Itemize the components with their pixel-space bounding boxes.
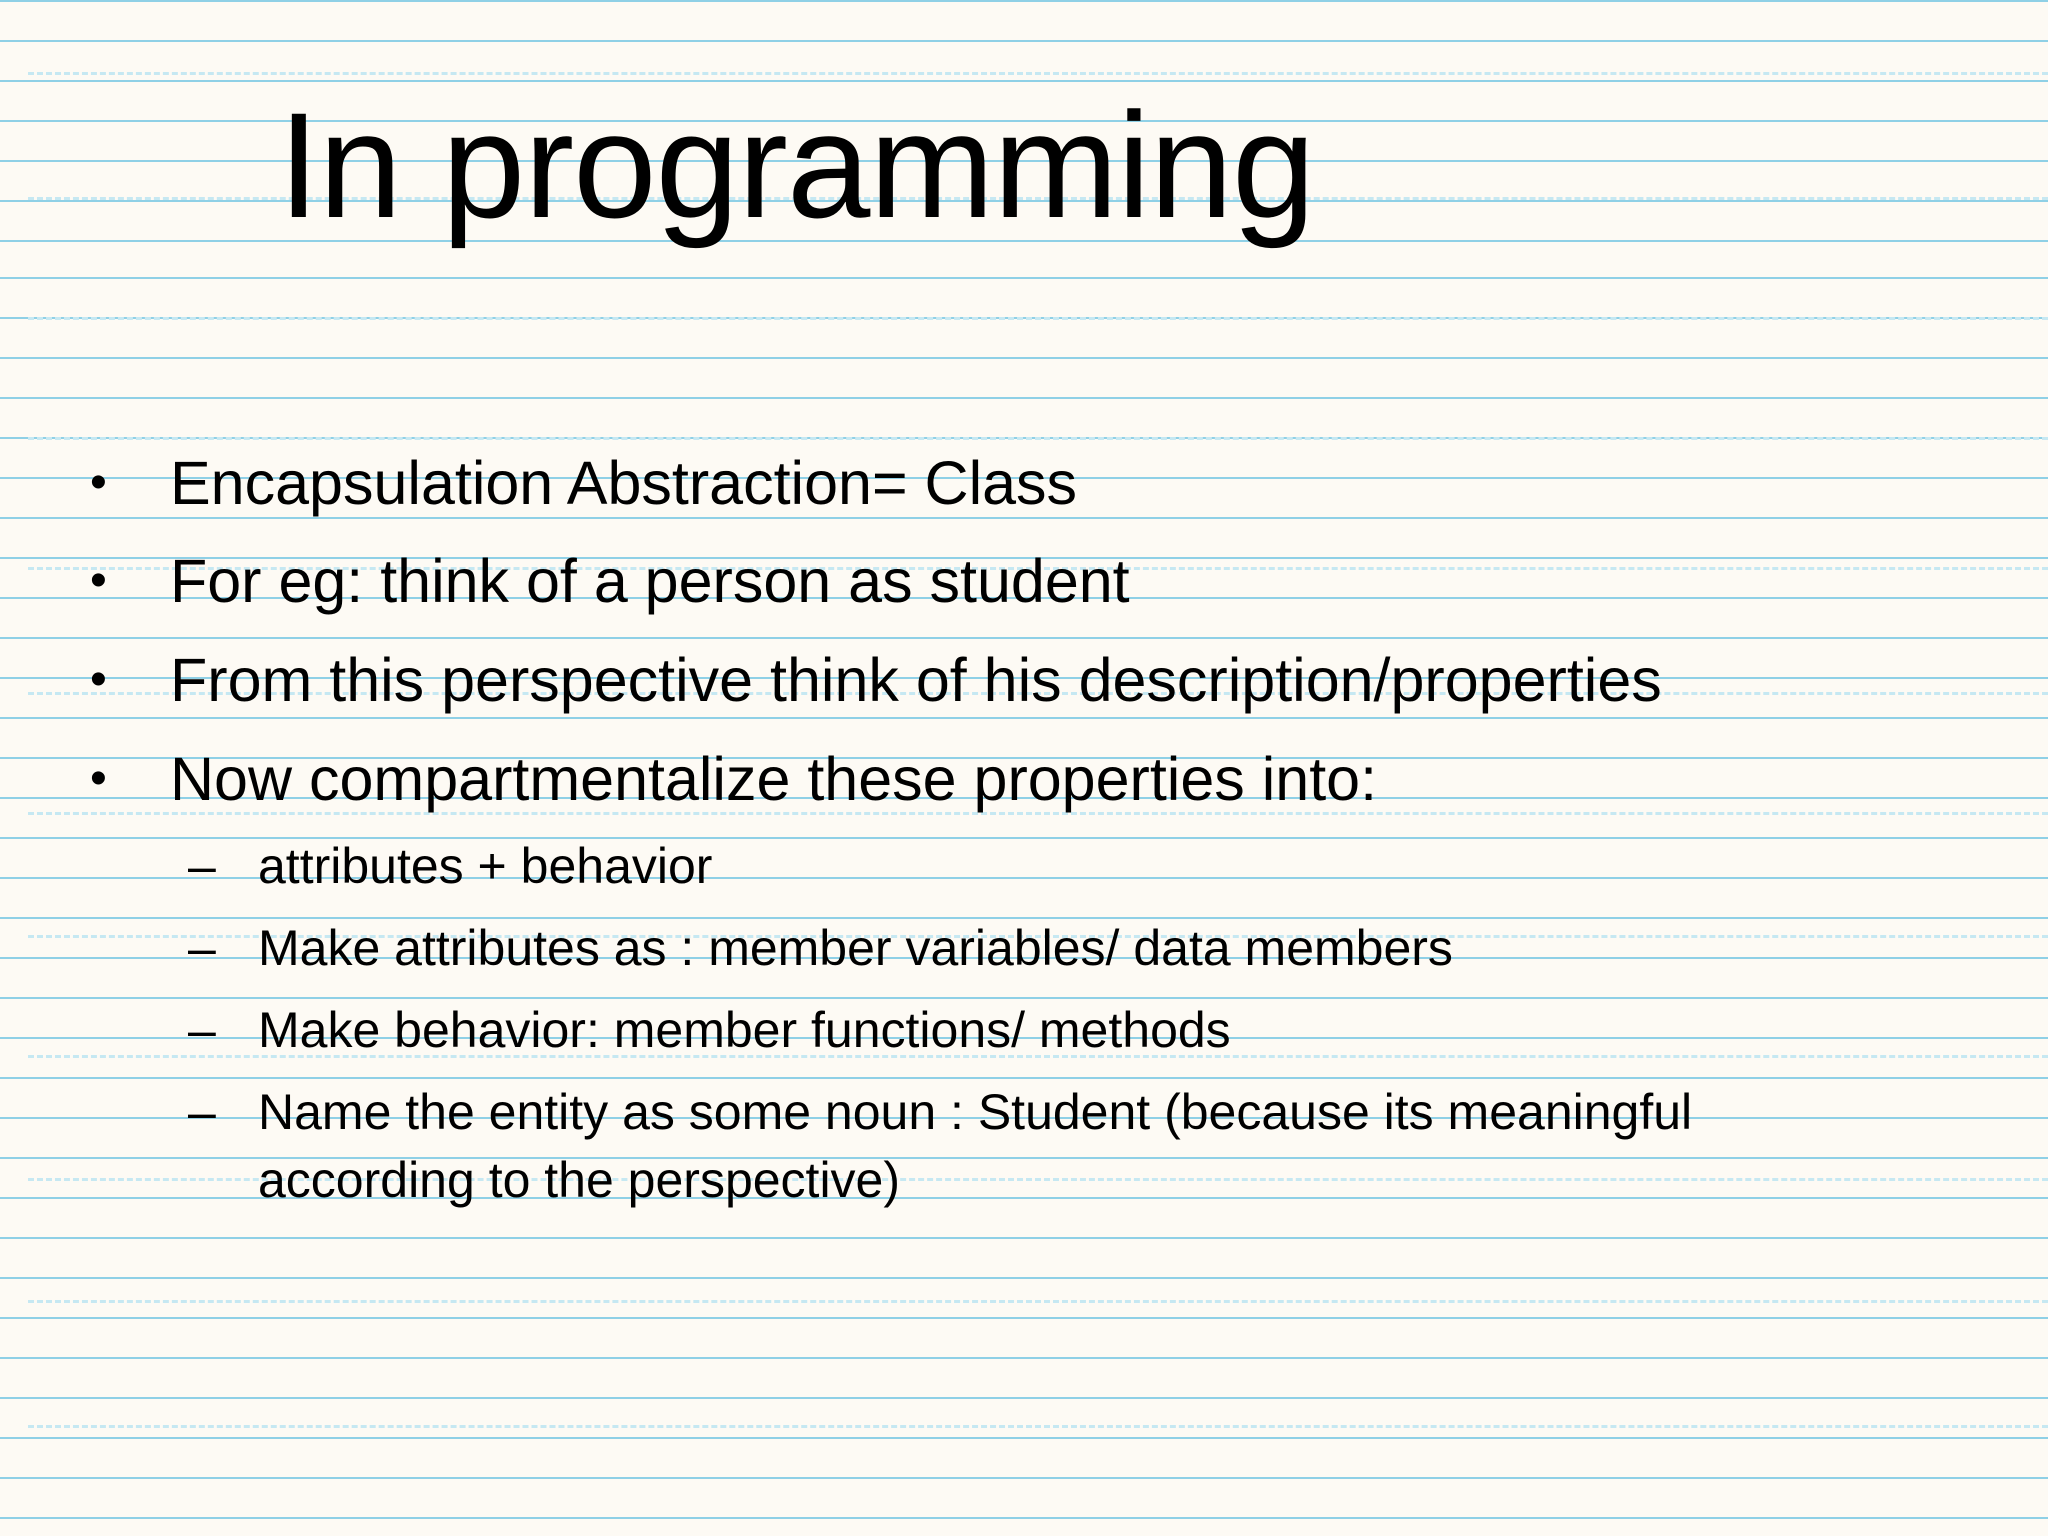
bullet-item: [88, 743, 1377, 815]
sub-bullet-item: [188, 832, 712, 900]
sub-bullet-text: attributes + behavior: [258, 838, 713, 894]
sub-bullet-item: [188, 1078, 1692, 1214]
bullet-text: From this perspective think of his description/properties: [170, 646, 1662, 714]
sub-bullet-text: Make behavior: member functions/ methods: [258, 1002, 1231, 1058]
bullet-item: [88, 644, 1662, 716]
bullet-marker: •: [90, 653, 107, 706]
sub-bullet-item: [188, 914, 1453, 982]
bullet-marker: •: [90, 456, 107, 509]
sub-bullet-marker: –: [188, 920, 216, 976]
slide-title: In programming: [278, 81, 1315, 249]
sub-bullet-item: [188, 996, 1231, 1064]
bullet-text: For eg: think of a person as student: [170, 547, 1130, 615]
bullet-text: Now compartmentalize these properties into:: [170, 745, 1378, 813]
sub-bullet-marker: –: [188, 838, 216, 894]
bullet-marker: •: [90, 752, 107, 805]
sub-bullet-marker: –: [188, 1084, 216, 1140]
sub-bullet-text: Make attributes as : member variables/ data members: [258, 920, 1453, 976]
bullet-item: [88, 447, 1077, 519]
bullet-text: Encapsulation Abstraction= Class: [170, 449, 1078, 517]
bullet-item: [88, 545, 1130, 617]
sub-bullet-marker: –: [188, 1002, 216, 1058]
bullet-marker: •: [90, 554, 107, 607]
sub-bullet-text: Name the entity as some noun : Student (because its meaningful: [258, 1084, 1693, 1140]
sub-bullet-text-continuation: according to the perspective): [258, 1152, 901, 1208]
